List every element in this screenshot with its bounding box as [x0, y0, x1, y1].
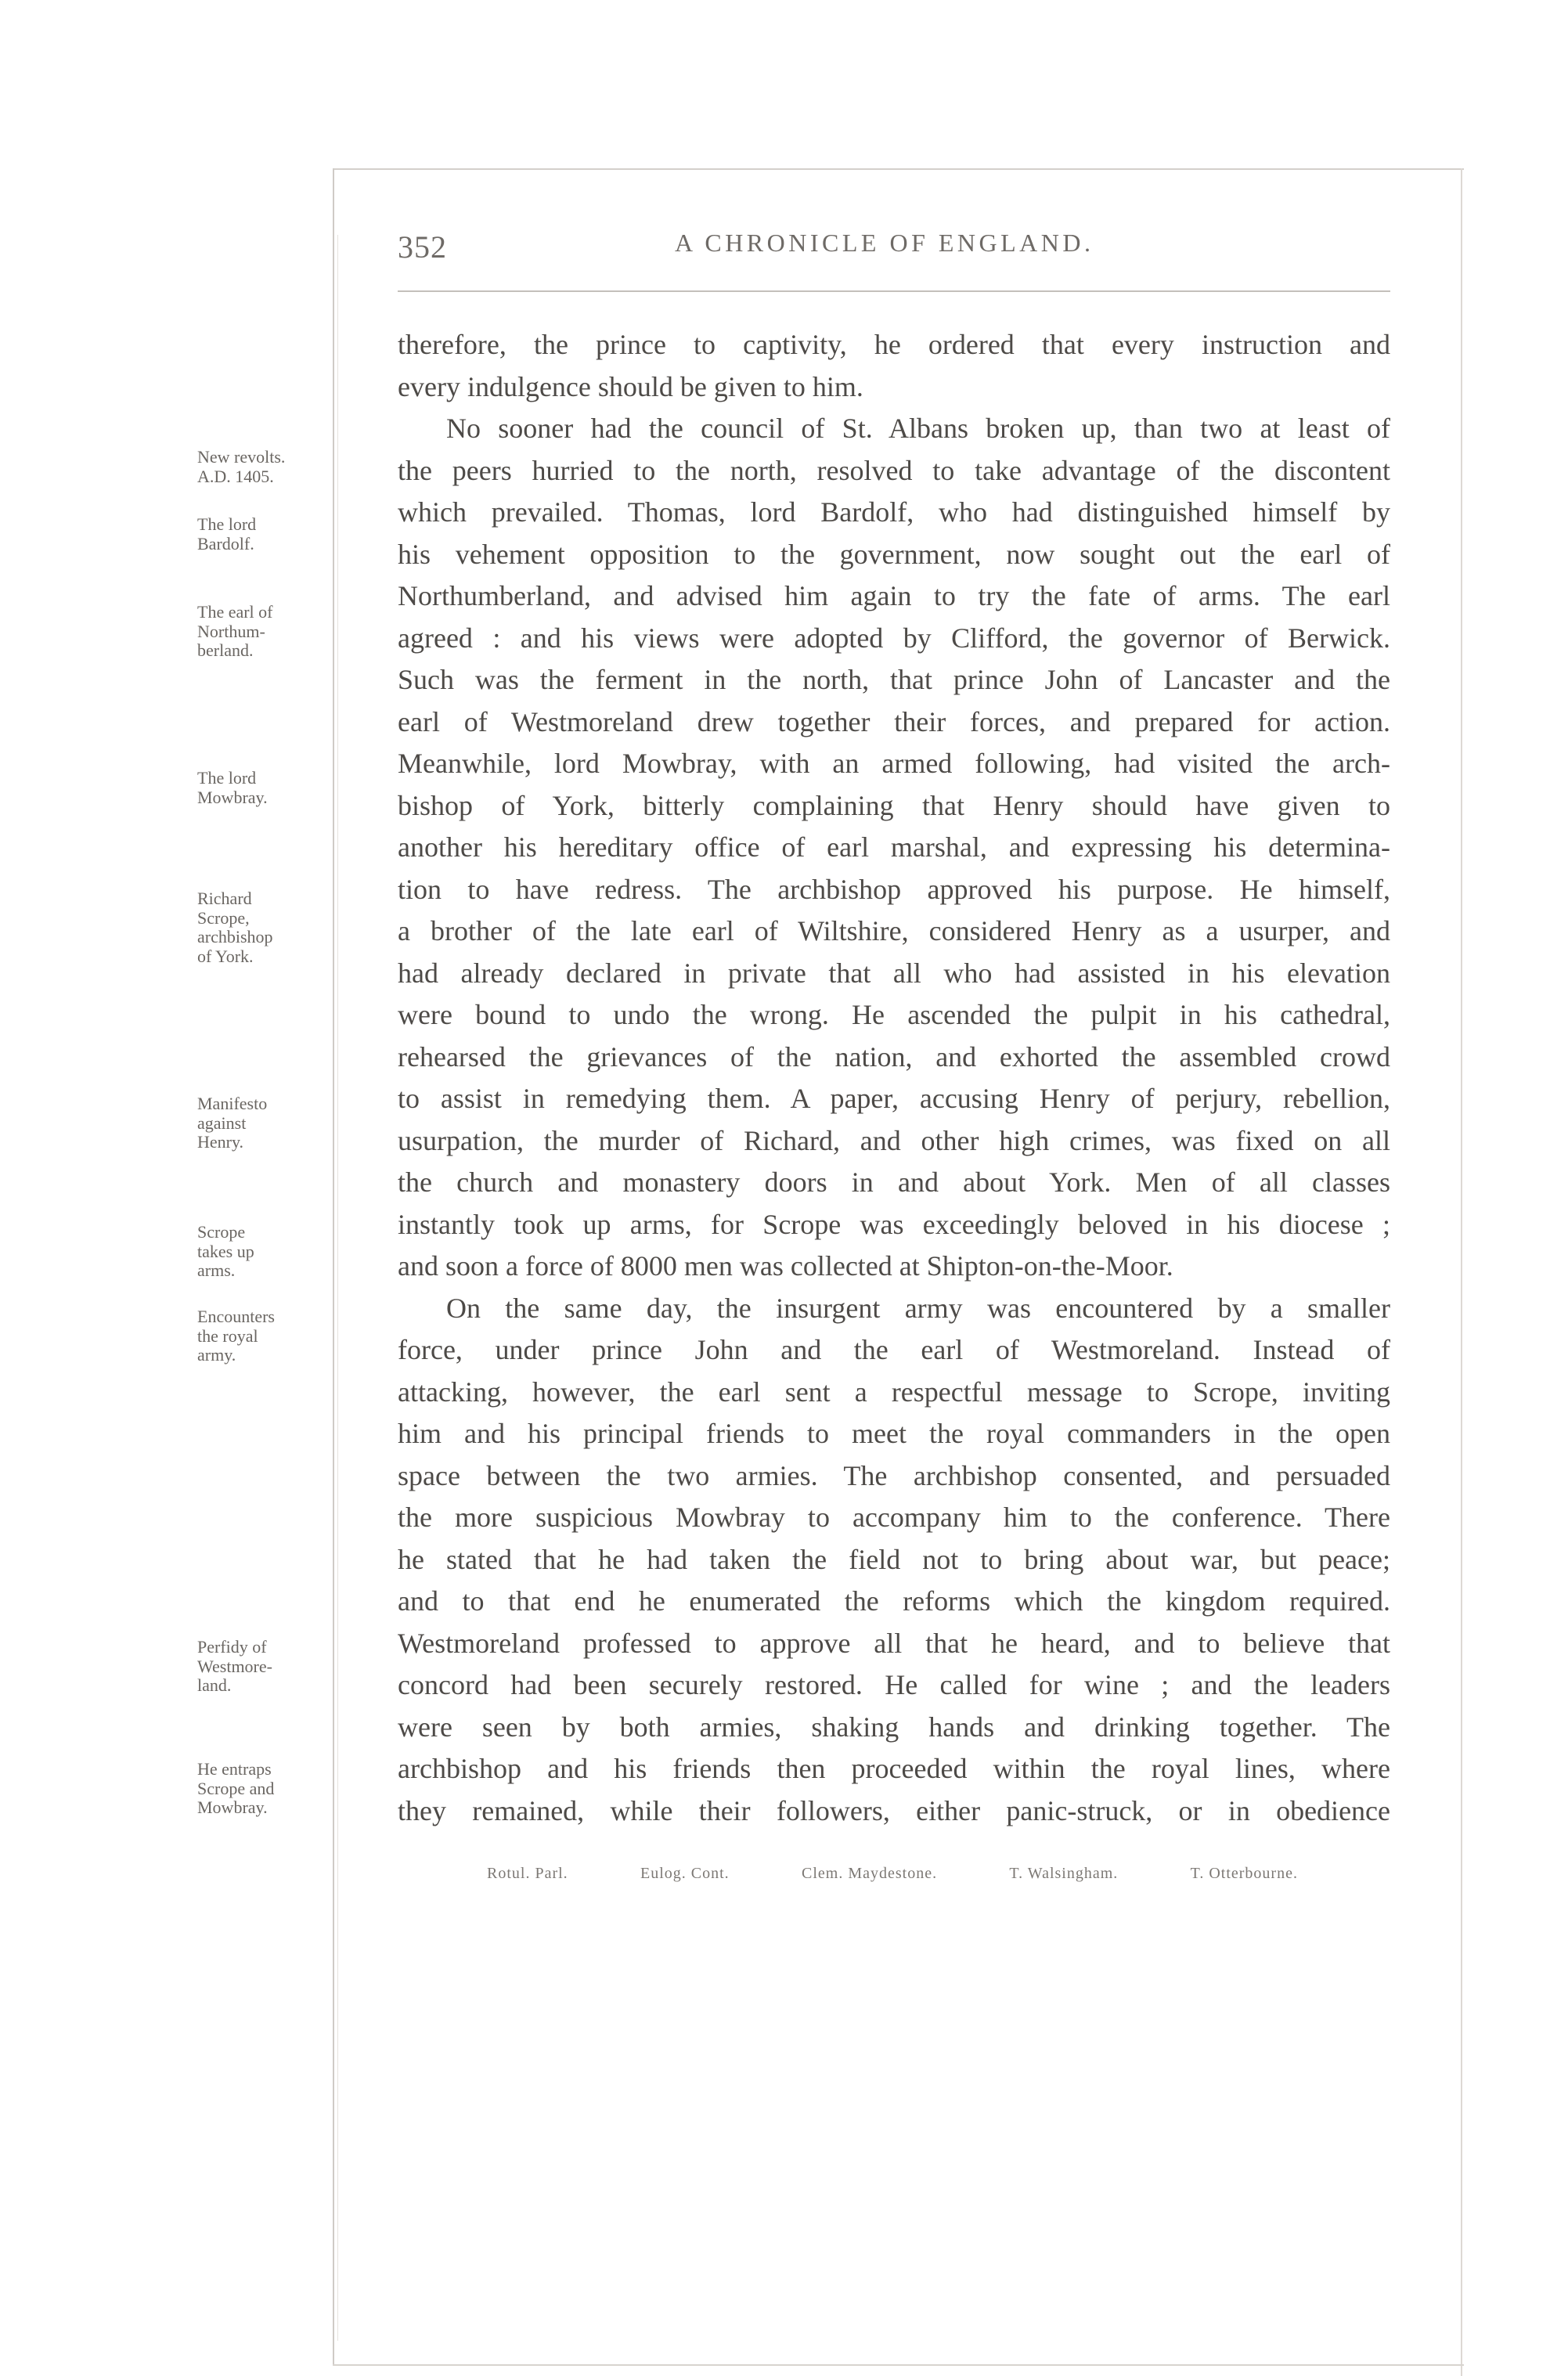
footnote-source: T. Otterbourne. [1190, 1865, 1298, 1882]
marginal-note [197, 1307, 334, 1365]
marginal-note-line: The lord [197, 514, 257, 534]
body-line: were seen by both armies, shaking hands and drinking together. The [398, 1711, 1390, 1743]
marginal-note-line: archbishop [197, 927, 273, 946]
body-line: earl of Westmoreland drew together their forces, and prepared for action. [398, 705, 1390, 737]
marginal-note-line: against [197, 1112, 247, 1133]
marginal-note-line: Encounters [197, 1307, 275, 1326]
body-line: space between the two armies. The archbishop consented, and persuaded [398, 1459, 1390, 1491]
page-frame-top [333, 168, 1464, 170]
marginal-note-line: A.D. 1405. [197, 466, 274, 486]
marginal-note [197, 448, 334, 486]
marginal-note-line: Scrope, [197, 907, 250, 928]
body-line: bishop of York, bitterly complaining that Henry should have given to [398, 789, 1390, 821]
marginal-note-line: Northum- [197, 621, 265, 641]
body-line: the church and monastery doors in and about York. Men of all classes [398, 1166, 1390, 1198]
body-line: attacking, however, the earl sent a respectful message to Scrope, inviting [398, 1375, 1390, 1408]
page-frame-right [1461, 168, 1462, 2376]
marginal-note-line: Scrope and [197, 1778, 275, 1798]
body-line: instantly took up arms, for Scrope was exceedingly beloved in his diocese ; [398, 1208, 1390, 1240]
marginal-note [197, 769, 334, 807]
marginal-note-line: the royal [197, 1325, 258, 1346]
footnote-source: Eulog. Cont. [640, 1865, 730, 1882]
marginal-note-line: Henry. [197, 1132, 244, 1152]
body-line: tion to have redress. The archbishop approved his purpose. He himself, [398, 873, 1390, 905]
body-line: archbishop and his friends then proceeded within the royal lines, where [398, 1753, 1390, 1784]
marginal-note-line: of York. [197, 946, 254, 966]
marginal-note-line: The lord [197, 768, 257, 788]
body-line: he stated that he had taken the field not to bring about war, but peace; [398, 1543, 1390, 1575]
page-number: 352 [398, 229, 447, 265]
body-line: a brother of the late earl of Wiltshire, considered Henry as a usurper, and [398, 915, 1390, 946]
marginal-note-line: The earl of [197, 602, 273, 622]
body-line: Meanwhile, lord Mowbray, with an armed following, had visited the arch- [398, 748, 1390, 779]
marginal-note [197, 1223, 334, 1281]
body-line: therefore, the prince to captivity, he ordered that every instruction and [398, 329, 1390, 360]
marginal-note-line: Manifesto [197, 1094, 268, 1113]
marginal-note-line: New revolts. [197, 447, 286, 467]
page-frame-left-inner [337, 235, 338, 2341]
marginal-note [197, 1760, 334, 1818]
marginal-note-line: Bardolf. [197, 533, 254, 553]
body-line: On the same day, the insurgent army was encountered by a smaller [446, 1292, 1390, 1324]
marginal-note [197, 603, 334, 661]
body-line: force, under prince John and the earl of Westmoreland. Instead of [398, 1334, 1390, 1365]
marginal-note-line: Westmore- [197, 1656, 272, 1676]
body-line: and soon a force of 8000 men was collected at Shipton-on-the-Moor. [398, 1250, 1173, 1282]
body-line: agreed : and his views were adopted by Clifford, the governor of Berwick. [398, 622, 1390, 654]
body-line: concord had been securely restored. He called for wine ; and the leaders [398, 1669, 1390, 1700]
marginal-note-line: He entraps [197, 1759, 272, 1779]
body-text [398, 324, 1390, 1832]
body-line: Such was the ferment in the north, that prince John of Lancaster and the [398, 664, 1390, 695]
marginal-note [197, 1638, 334, 1696]
body-line: the peers hurried to the north, resolved to take advantage of the discontent [398, 454, 1390, 486]
body-line: rehearsed the grievances of the nation, and exhorted the assembled crowd [398, 1040, 1390, 1073]
body-line: they remained, while their followers, either panic-struck, or in obedience [398, 1794, 1390, 1826]
body-line: No sooner had the council of St. Albans broken up, than two at least of [446, 413, 1390, 444]
footnote-source: Rotul. Parl. [487, 1865, 568, 1882]
marginal-note-line: arms. [197, 1260, 236, 1280]
marginal-note-line: army. [197, 1345, 236, 1365]
body-line: usurpation, the murder of Richard, and other high crimes, was fixed on all [398, 1124, 1390, 1156]
body-line: another his hereditary office of earl marshal, and expressing his determina- [398, 831, 1390, 863]
marginal-note-line: land. [197, 1675, 232, 1695]
marginal-note-line: takes up [197, 1241, 254, 1261]
running-head: A CHRONICLE OF ENGLAND. [675, 229, 1094, 257]
marginal-note-line: Scrope [197, 1222, 246, 1242]
body-line: were bound to undo the wrong. He ascended the pulpit in his cathedral, [398, 999, 1390, 1030]
footnote-source: T. Walsingham. [1009, 1865, 1119, 1882]
body-line: Northumberland, and advised him again to try the fate of arms. The earl [398, 580, 1390, 611]
body-line: which prevailed. Thomas, lord Bardolf, who had distinguished himself by [398, 496, 1390, 528]
marginal-note-line: Mowbray. [197, 1797, 268, 1817]
page-frame-bottom [333, 2364, 1464, 2366]
body-line: had already declared in private that all who had assisted in his elevation [398, 957, 1390, 989]
body-line: Westmoreland professed to approve all that he heard, and to believe that [398, 1627, 1390, 1659]
body-line: every indulgence should be given to him. [398, 370, 863, 402]
body-line: and to that end he enumerated the reforms which the kingdom required. [398, 1585, 1390, 1617]
footnote-source: Clem. Maydestone. [802, 1865, 938, 1882]
header-rule [398, 290, 1390, 292]
marginal-note-line: berland. [197, 640, 254, 660]
marginal-note-line: Mowbray. [197, 787, 268, 807]
marginal-note-line: Perfidy of [197, 1637, 267, 1657]
footnote-sources [487, 1865, 1298, 1883]
body-line: his vehement opposition to the government, now sought out the earl of [398, 538, 1390, 570]
body-line: to assist in remedying them. A paper, accusing Henry of perjury, rebellion, [398, 1083, 1390, 1114]
body-line: the more suspicious Mowbray to accompany him to the conference. There [398, 1502, 1390, 1533]
marginal-note-line: Richard [197, 889, 252, 908]
body-line: him and his principal friends to meet the royal commanders in the open [398, 1418, 1390, 1449]
marginal-note [197, 515, 334, 553]
marginal-note [197, 1094, 334, 1152]
marginal-note [197, 889, 334, 966]
